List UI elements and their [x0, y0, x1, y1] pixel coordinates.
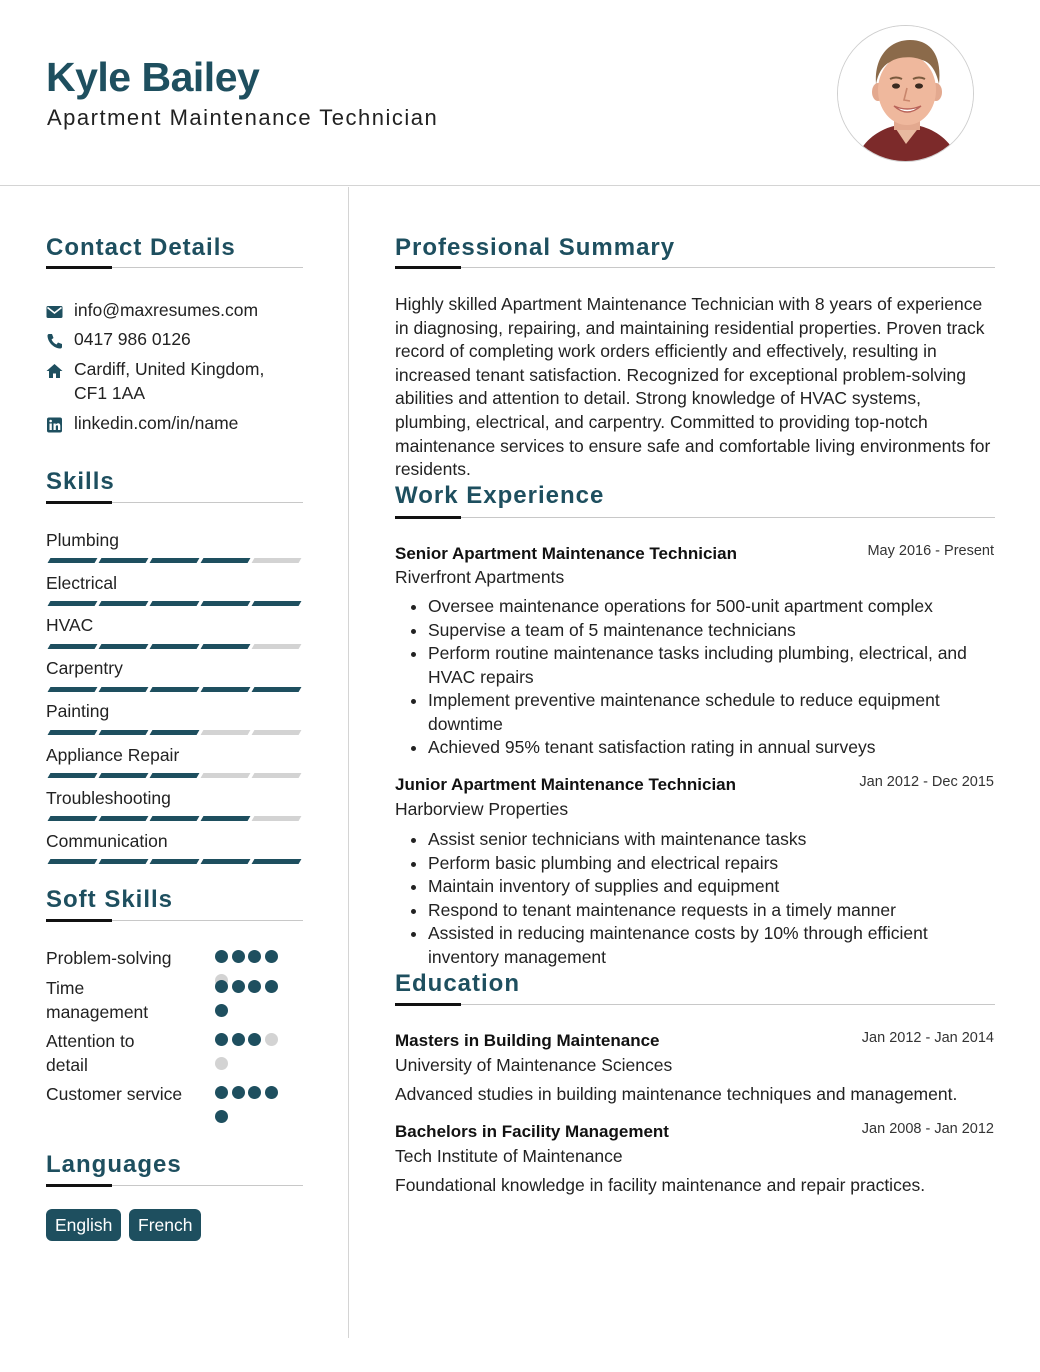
soft-skill-label: [46, 1029, 206, 1077]
home-icon: [46, 361, 63, 377]
skill-level-segment: [48, 730, 98, 735]
job-company: Harborview Properties: [395, 799, 569, 819]
skill-level-segment: [150, 558, 200, 563]
list-item: Respond to tenant maintenance requests in a timely manner: [411, 899, 997, 923]
list-item: Assist senior technicians with maintenance tasks: [411, 828, 997, 852]
skills-heading-accent: [46, 501, 112, 504]
list-item: Perform routine maintenance tasks including plumbing, electrical, and HVAC repairs: [411, 642, 997, 689]
skill-level-segment: [201, 816, 251, 821]
job-title: Junior Apartment Maintenance Technician: [395, 775, 737, 794]
skill-level-segment: [201, 730, 251, 735]
skill-level-segment: [48, 773, 98, 778]
rating-dot: [232, 1033, 245, 1046]
skill-level-segment: [201, 558, 251, 563]
skill-bar: [46, 773, 302, 778]
skill-label: Troubleshooting: [46, 788, 171, 808]
skill-level-segment: [201, 601, 251, 606]
skill-level-segment: [99, 773, 149, 778]
job-company: Riverfront Apartments: [395, 567, 565, 587]
experience-heading-accent: [395, 516, 461, 519]
skill-level-segment: [252, 816, 302, 821]
skill-level-segment: [150, 644, 200, 649]
soft-skill-label: [46, 946, 206, 970]
degree-dates: Jan 2012 - Jan 2014: [861, 1030, 994, 1046]
skill-level-segment: [201, 859, 251, 864]
job-bullets: [411, 828, 997, 969]
soft-skill-label-line: detail: [46, 1055, 88, 1075]
skill-level-segment: [99, 644, 149, 649]
column-divider: [348, 187, 349, 1338]
skill-label: Electrical: [46, 573, 117, 593]
candidate-title: Apartment Maintenance Technician: [47, 105, 439, 130]
soft-skill-label-line: management: [46, 1002, 149, 1022]
skill-label: Painting: [46, 701, 110, 721]
rating-dot: [248, 980, 261, 993]
skill-level-segment: [48, 859, 98, 864]
skill-level-segment: [201, 687, 251, 692]
experience-heading: Work Experience: [395, 482, 605, 509]
school-name: Tech Institute of Maintenance: [395, 1146, 623, 1166]
list-item: Oversee maintenance operations for 500-unit apartment complex: [411, 595, 997, 619]
school-name: University of Maintenance Sciences: [395, 1055, 673, 1075]
skill-level-segment: [252, 730, 302, 735]
contact-address: [46, 357, 306, 405]
linkedin-icon: [46, 415, 63, 431]
skill-level-segment: [99, 558, 149, 563]
languages-heading: Languages: [46, 1151, 182, 1178]
list-item: Maintain inventory of supplies and equipment: [411, 875, 997, 899]
skill-label: Appliance Repair: [46, 745, 180, 765]
summary-heading: Professional Summary: [395, 234, 676, 261]
soft-skill-label-line: Problem-solving: [46, 948, 172, 968]
job-bullets: [411, 595, 997, 760]
soft-skills-heading: Soft Skills: [46, 886, 174, 913]
degree-title: Bachelors in Facility Management: [395, 1122, 669, 1141]
contact-linkedin-text: linkedin.com/in/name: [74, 413, 239, 433]
rating-dot: [232, 950, 245, 963]
education-heading-accent: [395, 1003, 461, 1006]
degree-description: Foundational knowledge in facility maintenance and repair practices.: [395, 1175, 926, 1195]
skill-level-segment: [48, 558, 98, 563]
job-title: Senior Apartment Maintenance Technician: [395, 544, 737, 563]
language-badge-french: French: [129, 1209, 201, 1241]
profile-photo: [837, 25, 974, 162]
skill-label: Communication: [46, 831, 168, 851]
education-heading: Education: [395, 970, 521, 997]
list-item: Assisted in reducing maintenance costs by 10% through efficient inventory management: [411, 922, 997, 969]
soft-skill-label: [46, 1082, 206, 1106]
rating-dot: [215, 1004, 228, 1017]
skills-heading: Skills: [46, 468, 115, 495]
contact-address-line2: CF1 1AA: [74, 383, 145, 403]
summary-text: Highly skilled Apartment Maintenance Technician with 8 years of experience in diagnosing, repairing, and maintaining residential properties. Proven track record of completing work orders efficiently and effectively, resulting in increased tenant satisfaction. Recognized for exceptional problem-solving abilities and attention to detail. Strong knowledge of HVAC systems, plumbing, electrical, and carpentry. Committed to providing top-notch maintenance services to ensure safe and comfortable living environments for residents.: [395, 294, 991, 480]
contact-heading: Contact Details: [46, 234, 236, 261]
soft-skill-label-line: Time: [46, 978, 85, 998]
rating-dot: [265, 950, 278, 963]
rating-dot: [248, 950, 261, 963]
job-dates: May 2016 - Present: [867, 543, 994, 559]
skill-level-segment: [48, 816, 98, 821]
candidate-name: Kyle Bailey: [46, 54, 260, 100]
language-badge-english: English: [46, 1209, 121, 1241]
rating-dot: [265, 1086, 278, 1099]
skill-level-segment: [252, 859, 302, 864]
contact-phone[interactable]: [46, 327, 306, 351]
summary-heading-accent: [395, 266, 461, 269]
email-icon: [46, 302, 63, 318]
contact-address-line1: Cardiff, United Kingdom,: [74, 359, 265, 379]
skill-bar: [46, 558, 302, 563]
skill-level-segment: [252, 687, 302, 692]
skill-level-segment: [150, 859, 200, 864]
soft-skill-label: [46, 976, 206, 1024]
job-dates: Jan 2012 - Dec 2015: [859, 774, 994, 790]
rating-dot: [248, 1033, 261, 1046]
skill-label: Plumbing: [46, 530, 119, 550]
skill-level-segment: [99, 687, 149, 692]
skill-level-segment: [252, 644, 302, 649]
list-item: Achieved 95% tenant satisfaction rating in annual surveys: [411, 736, 997, 760]
contact-heading-accent: [46, 266, 112, 269]
contact-linkedin[interactable]: [46, 411, 306, 435]
languages-heading-accent: [46, 1184, 112, 1187]
skill-level-segment: [150, 687, 200, 692]
rating-dot: [215, 1057, 228, 1070]
skill-bar: [46, 859, 302, 864]
rating-dot: [215, 980, 228, 993]
skill-level-segment: [48, 687, 98, 692]
rating-dot: [265, 980, 278, 993]
contact-email[interactable]: [46, 298, 306, 322]
skill-level-segment: [150, 601, 200, 606]
skill-bar: [46, 601, 302, 606]
skill-bar: [46, 644, 302, 649]
rating-dot: [265, 1033, 278, 1046]
skill-level-segment: [150, 730, 200, 735]
rating-dot: [248, 1086, 261, 1099]
skill-level-segment: [99, 730, 149, 735]
skill-level-segment: [252, 773, 302, 778]
phone-icon: [46, 331, 63, 347]
list-item: Supervise a team of 5 maintenance technicians: [411, 619, 997, 643]
rating-dot: [215, 1110, 228, 1123]
resume-header: [0, 0, 1040, 186]
rating-dot: [215, 950, 228, 963]
skill-level-segment: [150, 773, 200, 778]
skill-level-segment: [48, 601, 98, 606]
skill-bar: [46, 816, 302, 821]
skill-level-segment: [201, 773, 251, 778]
profile-photo-image: [838, 26, 974, 162]
contact-email-text: info@maxresumes.com: [74, 300, 259, 320]
rating-dot: [215, 1086, 228, 1099]
soft-skills-heading-accent: [46, 919, 112, 922]
skill-bar: [46, 687, 302, 692]
contact-phone-text: 0417 986 0126: [74, 329, 191, 349]
skill-level-segment: [201, 644, 251, 649]
soft-skill-label-line: Attention to: [46, 1031, 135, 1051]
rating-dot: [232, 1086, 245, 1099]
skill-label: HVAC: [46, 615, 94, 635]
skill-label: Carpentry: [46, 658, 123, 678]
skill-level-segment: [99, 859, 149, 864]
list-item: Implement preventive maintenance schedule to reduce equipment downtime: [411, 689, 997, 736]
skill-level-segment: [99, 816, 149, 821]
skill-level-segment: [99, 601, 149, 606]
list-item: Perform basic plumbing and electrical repairs: [411, 852, 997, 876]
skill-level-segment: [252, 601, 302, 606]
rating-dot: [232, 980, 245, 993]
degree-dates: Jan 2008 - Jan 2012: [861, 1121, 994, 1137]
summary-heading-rule: [395, 267, 995, 268]
skill-bar: [46, 730, 302, 735]
degree-description: Advanced studies in building maintenance techniques and management.: [395, 1084, 958, 1104]
skill-level-segment: [150, 816, 200, 821]
experience-heading-rule: [395, 517, 995, 518]
rating-dot: [215, 1033, 228, 1046]
skill-level-segment: [48, 644, 98, 649]
soft-skill-label-line: Customer service: [46, 1084, 183, 1104]
education-heading-rule: [395, 1004, 995, 1005]
degree-title: Masters in Building Maintenance: [395, 1031, 660, 1050]
skill-level-segment: [252, 558, 302, 563]
